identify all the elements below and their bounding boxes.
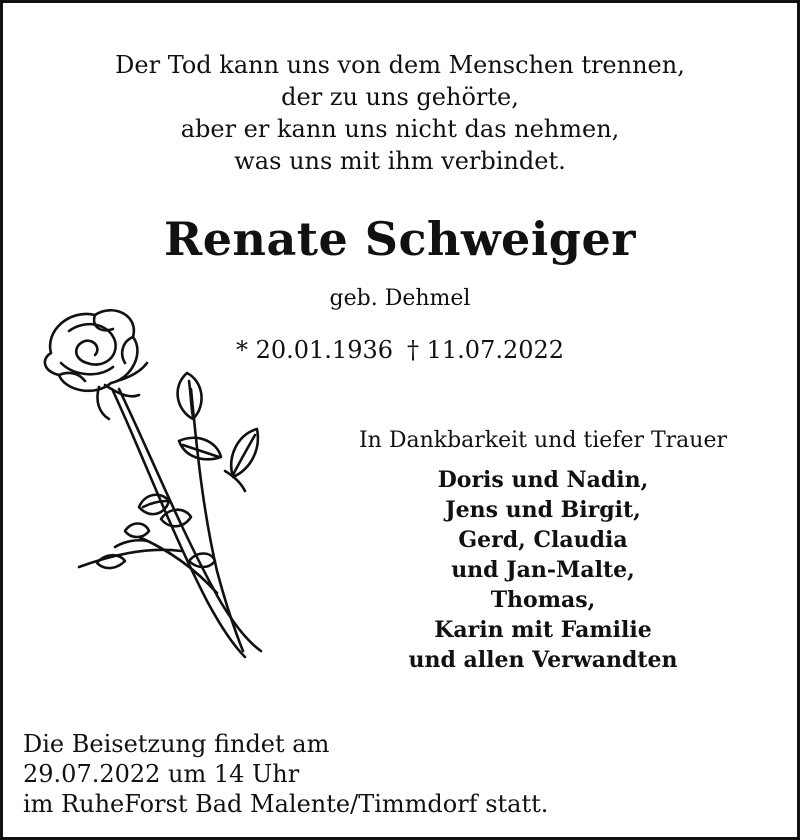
mourner-line: und allen Verwandten — [408, 647, 678, 673]
mourner-line: Doris und Nadin, — [437, 467, 649, 493]
death-date: † 11.07.2022 — [407, 336, 565, 364]
mourner-line: Jens und Birgit, — [445, 497, 641, 523]
mourners-list — [303, 465, 783, 675]
mourner-line: Gerd, Claudia — [458, 527, 628, 553]
quote-line: der zu uns gehörte, — [281, 83, 519, 111]
burial-info — [23, 729, 783, 819]
burial-line: 29.07.2022 um 14 Uhr — [23, 760, 300, 788]
mourner-line: Thomas, — [490, 587, 596, 613]
rose-icon — [21, 301, 281, 661]
birth-name: geb. Dehmel — [329, 286, 471, 311]
quote-line: was uns mit ihm verbindet. — [234, 147, 566, 175]
mourner-line: Karin mit Familie — [434, 617, 652, 643]
quote-line: aber er kann uns nicht das nehmen, — [180, 115, 620, 143]
mourner-line: und Jan-Malte, — [451, 557, 635, 583]
mourning-intro: In Dankbarkeit und tiefer Trauer — [358, 428, 728, 453]
burial-line: im RuheForst Bad Malente/Timmdorf statt. — [23, 790, 549, 818]
birth-date: * 20.01.1936 — [235, 336, 393, 364]
memorial-quote — [3, 49, 797, 177]
burial-line: Die Beisetzung findet am — [23, 730, 330, 758]
quote-line: Der Tod kann uns von dem Menschen trennen, — [115, 51, 685, 79]
mourning-section — [303, 425, 783, 675]
deceased-name: Renate Schweiger — [164, 212, 636, 266]
